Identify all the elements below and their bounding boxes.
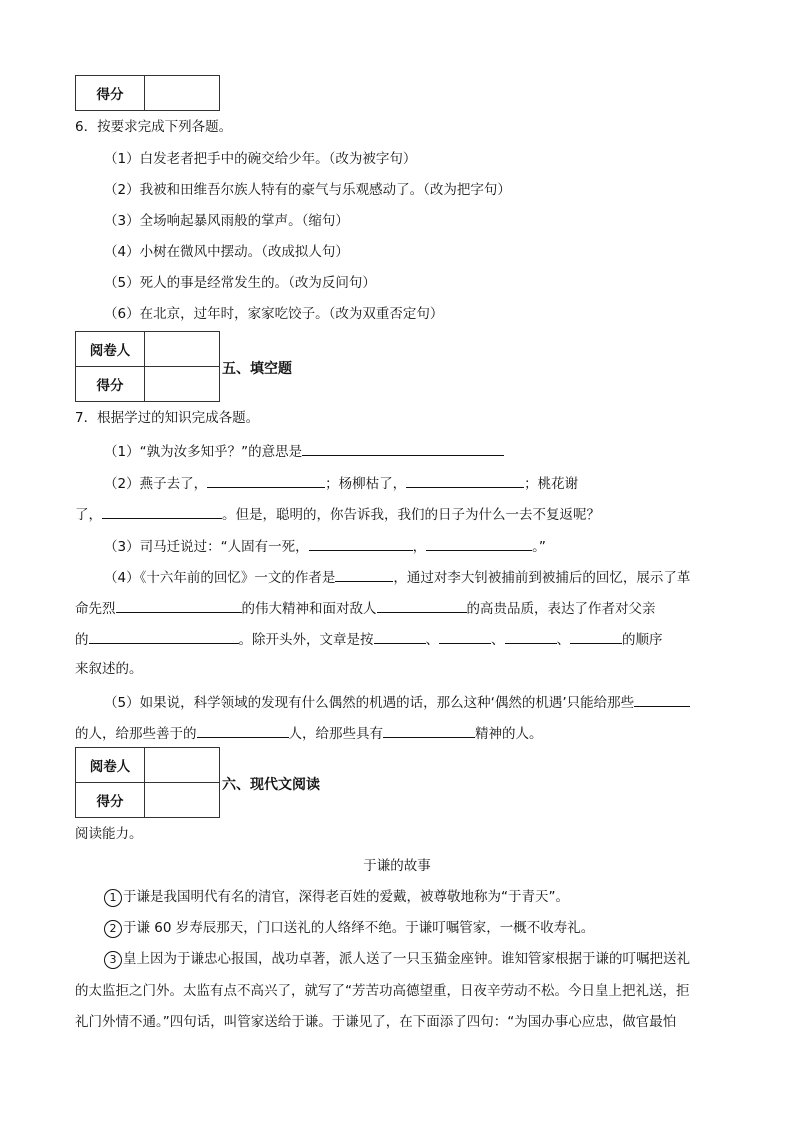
question-6-item: （5）死人的事是经常发生的。（改为反问句） bbox=[104, 275, 376, 291]
reviewer-label: 阅卷人 bbox=[76, 332, 145, 367]
text: 的 bbox=[75, 632, 89, 648]
text: 命先烈 bbox=[75, 601, 116, 617]
paragraph-number: 1 bbox=[104, 889, 122, 907]
answer-blank[interactable] bbox=[197, 722, 289, 738]
question-7-part-5-cont bbox=[75, 722, 543, 744]
answer-blank[interactable] bbox=[309, 535, 413, 551]
question-6-item: （1）白发老者把手中的碗交给少年。（改为被字句） bbox=[104, 151, 417, 167]
question-7-part-4-cont bbox=[75, 628, 663, 650]
paragraph-text: 皇上因为于谦忠心报国，战功卓著，派人送了一只玉猫金座钟。谁知管家根据于谦的叮嘱把送礼 bbox=[123, 951, 690, 967]
text: 。但是，聪明的，你告诉我，我们的日子为什么一去不复返呢？ bbox=[222, 507, 600, 523]
text: 的顺序 bbox=[622, 632, 663, 648]
text: （2）燕子去了， bbox=[104, 476, 208, 492]
text: 了， bbox=[75, 507, 102, 523]
answer-blank[interactable] bbox=[383, 722, 475, 738]
reviewer-value-cell[interactable] bbox=[145, 332, 220, 367]
reviewer-score-table bbox=[75, 747, 220, 818]
text: （3）司马迁说过：“人固有一死， bbox=[104, 539, 309, 555]
section-5-title: 五、填空题 bbox=[222, 361, 292, 377]
score-value-cell[interactable] bbox=[145, 76, 220, 111]
paragraph-number: 3 bbox=[104, 951, 122, 969]
text: 、 bbox=[556, 632, 570, 648]
question-6-item: （6）在北京，过年时，家家吃饺子。（改为双重否定句） bbox=[104, 306, 444, 322]
text: （5）如果说，科学领域的发现有什么偶然的机遇的话，那么这种‘偶然的机遇’只能给那些 bbox=[104, 695, 635, 711]
question-7-part-2-cont bbox=[75, 503, 600, 525]
text: 。除开头外，文章是按 bbox=[238, 632, 374, 648]
story-paragraph bbox=[104, 949, 690, 969]
text: 的伟大精神和面对敌人 bbox=[241, 601, 377, 617]
answer-blank[interactable] bbox=[116, 597, 242, 613]
question-6-item: （2）我被和田维吾尔族人特有的豪气与乐观感动了。（改为把字句） bbox=[104, 182, 511, 198]
text: 的人，给那些善于的 bbox=[75, 726, 197, 742]
question-6-item: （3）全场响起暴风雨般的掌声。（缩句） bbox=[104, 213, 349, 229]
question-6-item: （4）小树在微风中摆动。（改成拟人句） bbox=[104, 244, 349, 260]
answer-blank[interactable] bbox=[374, 628, 426, 644]
question-7-part-4-end: 来叙述的。 bbox=[75, 661, 143, 677]
story-paragraph-cont: 的太监拒之门外。太监有点不高兴了，就写了“芳苦功高德望重，日夜辛劳动不松。今日皇上把礼送，拒 bbox=[75, 983, 690, 999]
answer-blank[interactable] bbox=[207, 472, 325, 488]
score-value-cell[interactable] bbox=[145, 367, 220, 402]
question-7-part-3 bbox=[104, 535, 546, 557]
reviewer-score-table bbox=[75, 331, 220, 402]
score-label: 得分 bbox=[76, 76, 145, 111]
question-7-part-4 bbox=[104, 566, 690, 588]
text: ；杨柳枯了， bbox=[325, 476, 407, 492]
story-paragraph-cont: 礼门外情不通。”四句话，叫管家送给于谦。于谦见了，在下面添了四句：“为国办事心应忠，做官最怕 bbox=[75, 1014, 677, 1030]
answer-blank[interactable] bbox=[102, 503, 222, 519]
text: 人，给那些具有 bbox=[288, 726, 383, 742]
reviewer-value-cell[interactable] bbox=[145, 748, 220, 783]
text: 的高贵品质，表达了作者对父亲 bbox=[466, 601, 656, 617]
story-title: 于谦的故事 bbox=[363, 858, 431, 874]
paragraph-text: 于谦 60 岁寿辰那天，门口送礼的人络绎不绝。于谦叮嘱管家，一概不收寿礼。 bbox=[123, 920, 595, 936]
question-7-part-1 bbox=[104, 440, 504, 462]
story-paragraph bbox=[104, 887, 569, 907]
answer-blank[interactable] bbox=[335, 566, 393, 582]
paragraph-text: 于谦是我国明代有名的清官，深得老百姓的爱戴，被尊敬地称为“于青天”。 bbox=[123, 889, 569, 905]
score-label: 得分 bbox=[76, 783, 145, 818]
section-6-title: 六、现代文阅读 bbox=[222, 777, 320, 793]
answer-blank[interactable] bbox=[406, 472, 524, 488]
answer-blank[interactable] bbox=[302, 440, 504, 456]
text: （1）“孰为汝多知乎？”的意思是 bbox=[104, 444, 303, 460]
score-value-cell[interactable] bbox=[145, 783, 220, 818]
reading-intro: 阅读能力。 bbox=[75, 826, 143, 842]
question-7-part-2 bbox=[104, 472, 578, 494]
text: 。” bbox=[532, 539, 546, 555]
text: 精神的人。 bbox=[475, 726, 543, 742]
question-7-part-5 bbox=[104, 691, 690, 713]
reviewer-label: 阅卷人 bbox=[76, 748, 145, 783]
question-7-part-4-cont bbox=[75, 597, 656, 619]
score-label: 得分 bbox=[76, 367, 145, 402]
text: ， bbox=[412, 539, 427, 555]
answer-blank[interactable] bbox=[634, 691, 690, 707]
text: ，通过对李大钊被捕前到被捕后的回忆，展示了革 bbox=[393, 570, 691, 586]
paragraph-number: 2 bbox=[104, 920, 122, 938]
answer-blank[interactable] bbox=[570, 628, 622, 644]
question-6-title: 6．按要求完成下列各题。 bbox=[75, 119, 233, 135]
score-box bbox=[75, 75, 220, 111]
text: 、 bbox=[425, 632, 439, 648]
answer-blank[interactable] bbox=[505, 628, 557, 644]
text: ；桃花谢 bbox=[524, 476, 579, 492]
story-paragraph bbox=[104, 918, 594, 938]
answer-blank[interactable] bbox=[426, 535, 532, 551]
text: （4）《十六年前的回忆》一文的作者是 bbox=[104, 570, 336, 586]
question-7-title: 7．根据学过的知识完成各题。 bbox=[75, 410, 260, 426]
answer-blank[interactable] bbox=[377, 597, 467, 613]
answer-blank[interactable] bbox=[439, 628, 491, 644]
answer-blank[interactable] bbox=[89, 628, 239, 644]
text: 、 bbox=[491, 632, 505, 648]
